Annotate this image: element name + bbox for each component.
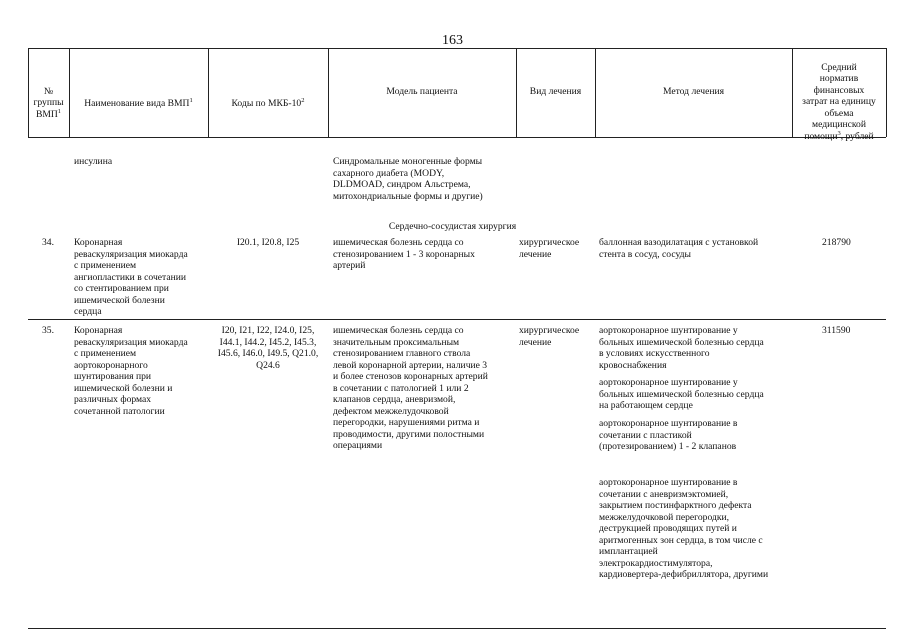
- header-mkb-codes: Коды по МКБ-$10^2$: [231, 96, 305, 109]
- header-treatment-method: Метод лечения: [662, 86, 725, 97]
- header-vmp-name: Наименование вида ВМП$^1$: [84, 96, 193, 109]
- header-cost-norm: Средний норматив финансовых затрат на единицу объема медицинской помощи$^3$, рублей: [802, 61, 876, 142]
- header-group-number: № группы ВМП$^1$: [33, 85, 64, 120]
- section-title: Сердечно-сосудистая хирургия: [388, 221, 517, 232]
- row-34-number: 34.: [42, 237, 54, 248]
- row-34-cost: 218790: [822, 237, 851, 248]
- row-35-name: Коронарная реваскуляризация миокарда с применением аортокоронарного шунтирования при ишемической болезни и различных формах сочетанной патологии: [74, 325, 188, 417]
- continuation-name: инсулина: [74, 156, 113, 167]
- row-35-type: хирургическое лечение: [519, 325, 580, 348]
- header-top-border: [28, 48, 886, 49]
- row-34-name: Коронарная реваскуляризация миокарда с применением ангиопластики в сочетании со стентированием при ишемической болезни сердца: [74, 237, 188, 317]
- page-number: 163: [442, 33, 463, 48]
- header-patient-model: Модель пациента: [386, 86, 458, 97]
- row-35-method-2: аортокоронарное шунтирование у больных ишемической болезнью сердца на работающем сердце: [599, 377, 764, 411]
- row-35-codes: I20, I21, I22, I24.0, I25, I44.1, I44.2, I45.2, I45.3, I45.6, I46.0, I49.5, Q21.0, Q24.6: [217, 325, 319, 371]
- row-35-number: 35.: [42, 325, 54, 336]
- header-bottom-border: [28, 137, 886, 138]
- row-34-method: баллонная вазодилатация с установкой стента в сосуд, сосуды: [599, 237, 759, 260]
- header-treatment-type: Вид лечения: [529, 86, 582, 97]
- header-col-divider: [886, 48, 887, 137]
- row-35-method-3: аортокоронарное шунтирование в сочетании с пластикой (протезированием) 1 - 2 клапанов: [599, 418, 738, 452]
- page-bottom-border: [28, 628, 886, 629]
- row-34-type: хирургическое лечение: [519, 237, 580, 260]
- row-34-codes: I20.1, I20.8, I25: [236, 237, 300, 248]
- row-35-method-1: аортокоронарное шунтирование у больных ишемической болезнью сердца в условиях искусственного кровоснабжения: [599, 325, 764, 371]
- row-35-model: ишемическая болезнь сердца со значительным проксимальным стенозированием главного ствола левой коронарной артерии, наличие 3 и более стенозов коронарных артерий в сочетании с патологией 1 или 2 клапанов сердца, аневризмой, дефектом межжелудочковой перегородки, нарушениями ритма и проводимости, другими полостными операциями: [333, 325, 488, 451]
- row-35-cost: 311590: [822, 325, 851, 336]
- continuation-model: Синдромальные моногенные формы сахарного диабета (MODY, DLDMOAD, синдром Альстрема, митохондриальные формы и другие): [333, 156, 483, 202]
- row-34-model: ишемическая болезнь сердца со стенозированием 1 - 3 коронарных артерий: [333, 237, 475, 271]
- row-35-method-4: аортокоронарное шунтирование в сочетании с аневризмэктомией, закрытием постинфарктного дефекта межжелудочковой перегородки, деструкцией проводящих путей и аритмогенных зон сердца, в том числе с имплантацией электрокардиостимулятора, кардиовертера-дефибриллятора, другими: [599, 477, 769, 580]
- row-divider: [28, 319, 886, 320]
